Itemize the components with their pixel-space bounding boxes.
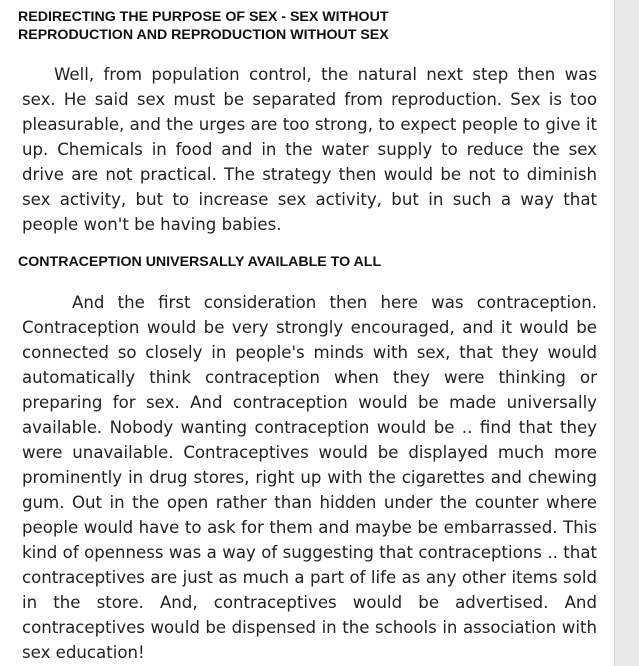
- vertical-scrollbar[interactable]: [614, 0, 639, 666]
- section-paragraph-population-control: Well, from population control, the natural next step then was sex. He said sex must be separated from reproduction. Sex is too pleasurable, and the urges are too strong, to expect people to give it up. Chemicals in food and in the water supply to reduce the sex drive are not practical. The strategy then would be not to diminish sex activity, but to increase sex activity, but in such a way that people won't be having babies.: [22, 65, 597, 234]
- section-paragraph-contraception: And the first consideration then here was contraception. Contraception would be very strongly encouraged, and it would be connected so closely in people's minds with sex, that they would automatically think contraception when they were thinking or preparing for sex. And contraception would be made universally available. Nobody wanting contraception would be .. find that they were unavailable. Contraceptives would be displayed much more prominently in drug stores, right up with the cigarettes and chewing gum. Out in the open rather than hidden under the counter where people would have to ask for them and maybe be embarrassed. This kind of openness was a way of suggesting that contraceptions .. that contraceptives are just as much a part of life as any other items sold in the store. And, contraceptives would be advertised. And contraceptives would be dispensed in the schools in association with sex education!: [22, 293, 597, 662]
- section-heading-redirecting-purpose: REDIRECTING THE PURPOSE OF SEX - SEX WITHOUT REPRODUCTION AND REPRODUCTION WITHOUT SEX: [18, 9, 389, 43]
- section-heading-contraception: CONTRACEPTION UNIVERSALLY AVAILABLE TO ALL: [18, 254, 382, 270]
